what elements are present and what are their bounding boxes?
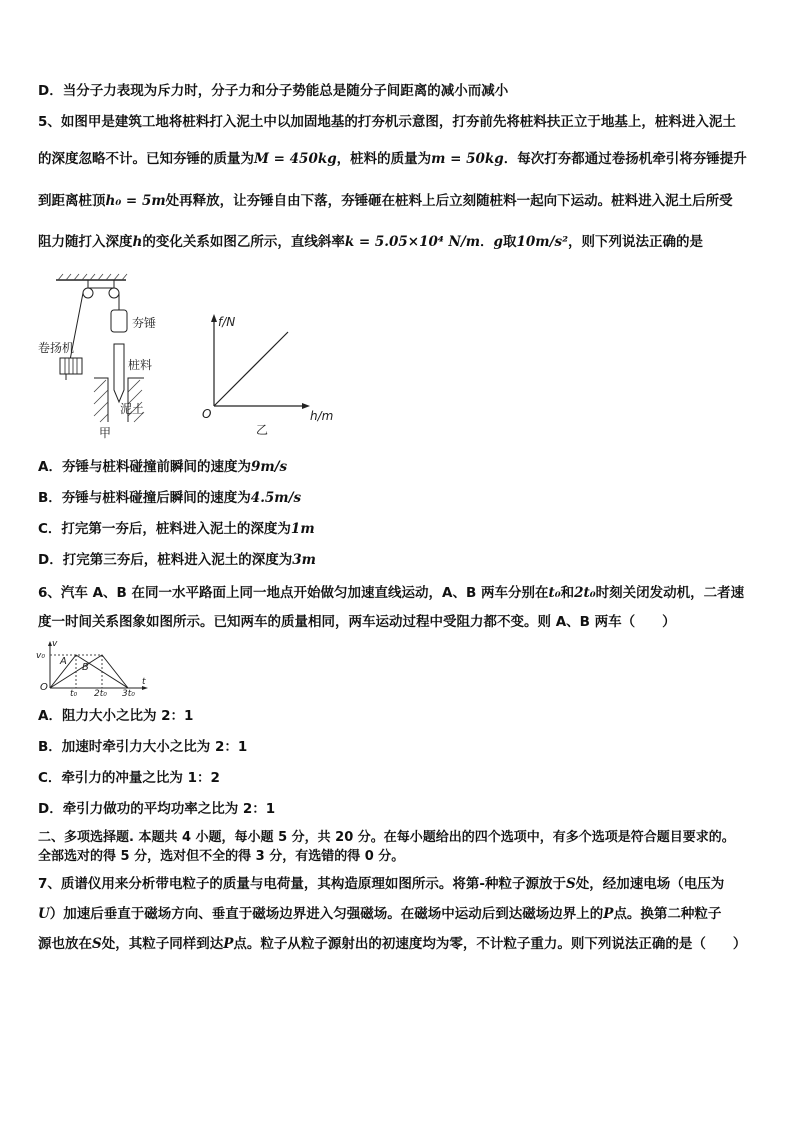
point-p: P [603,906,614,922]
winch-label: 卷扬机 [38,341,75,355]
mass-pile-expr: m = 50kg [431,151,504,167]
q6-text: 时刻关闭发动机，二者速 [595,585,745,601]
option-text: C．打完第一夯后，桩料进入泥土的深度为 [38,521,291,537]
time-t0: t₀ [548,585,561,601]
q7-stem-line1 [38,875,724,893]
section-2-scoring: 全部选对的得 5 分，选对但不全的得 3 分，有选错的得 0 分。 [38,849,405,864]
q7-text: 源也放在 [38,936,92,952]
q5-stem-line3 [38,192,733,210]
q5-option-b [38,489,301,507]
q5-text: ． [480,234,494,250]
q7-stem-line3 [38,935,746,953]
q7-stem-line2 [38,905,721,923]
q5-text: 的深度忽略不计。已知夯锤的质量为 [38,151,254,167]
option-value: 1m [290,521,315,537]
q6-option-c: C．牵引力的冲量之比为 1：2 [38,770,220,786]
q7-text: 处，其粒子同样到达 [101,936,224,952]
v0-label: v₀ [36,651,45,661]
time-2t0: 2t₀ [574,585,596,601]
ceiling-hatch [58,274,127,280]
pile-label: 桩料 [128,358,153,372]
option-value: 3m [292,552,316,568]
tick-2t0: 2t₀ [94,689,107,698]
option-text: D．打完第三夯后，桩料进入泥土的深度为 [38,552,293,568]
height-expr: h₀ = 5m [105,193,166,209]
q5-option-a [38,458,287,476]
q5-text: ，桩料的质量为 [336,151,432,167]
origin-label: O [40,682,48,693]
force-depth-line [214,332,288,406]
pile-driver-figure [36,272,186,444]
q5-text: ，则下列说法正确的是 [568,234,704,250]
origin-label: O [202,407,212,421]
gravity-symbol: g [493,234,503,250]
q7-text: 处，经加速电场（电压为 [575,876,725,892]
t-axis-label: t [142,677,146,687]
q5-option-d [38,551,316,569]
q6-text: 和 [560,585,575,601]
figure-caption-yi: 乙 [256,423,269,437]
y-axis-arrow [211,314,217,322]
q6-option-d: D．牵引力做功的平均功率之比为 2：1 [38,801,276,817]
q7-text: 7、质谱仪用来分析带电粒子的质量与电荷量，其构造原理如图所示。将第-种粒子源放于 [38,876,566,892]
depth-symbol: h [132,234,143,250]
q5-text: 取 [503,234,517,250]
slope-expr: k = 5.05×10⁴ N/m [344,234,481,250]
mass-hammer-expr: M = 450kg [254,151,337,167]
point-p: P [223,936,234,952]
pulley-wheel [83,288,93,298]
q4-option-d: D．当分子力表现为斥力时，分子力和分子势能总是随分子间距离的减小而减小 [38,83,509,99]
q5-text: 处再释放，让夯锤自由下落，夯锤砸在桩料上后立刻随桩料一起向下运动。桩料进入泥土后所受 [165,193,733,209]
y-axis-label: f/N [218,315,236,329]
q5-text: 的变化关系如图乙所示，直线斜率 [142,234,345,250]
option-text: B．夯锤与桩料碰撞后瞬间的速度为 [38,490,251,506]
winch-shape [60,358,82,374]
q6-option-a: A．阻力大小之比为 2：1 [38,708,194,724]
q5-stem-line4 [38,233,703,251]
tick-3t0: 3t₀ [122,689,135,698]
q7-text: ）加速后垂直于磁场方向、垂直于磁场边界进入匀强磁场。在磁场中运动后到达磁场边界上的 [49,906,604,922]
option-value: 4.5m/s [250,490,302,506]
q6-text: 6、汽车 A、B 在同一水平路面上同一地点开始做匀加速直线运动，A、B 两车分别在 [38,585,549,601]
option-value: 9m/s [250,459,288,475]
x-axis-arrow [302,403,310,409]
q5-text: ．每次打夯都通过卷扬机牵引将夯锤提升 [503,151,747,167]
gravity-value: 10m/s² [516,234,569,250]
label-a: A [60,656,67,667]
q6-option-b: B．加速时牵引力大小之比为 2：1 [38,739,248,755]
q6-stem-line1 [38,584,744,602]
tick-t0: t₀ [70,689,78,698]
q7-text: 点。粒子从粒子源射出的初速度均为零，不计粒子重力。则下列说法正确的是（ ） [233,936,747,952]
q5-text: 阻力随打入深度 [38,234,133,250]
figure-caption-jia: 甲 [99,426,112,440]
point-s: S [92,936,102,952]
q5-stem-line1: 5、如图甲是建筑工地将桩料打入泥土中以加固地基的打夯机示意图，打夯前先将桩料扶正立于地基上，桩料进入泥土 [38,114,736,130]
point-s: S [566,876,576,892]
pile-shape [114,344,124,402]
q5-stem-line2 [38,150,747,168]
hammer-label: 夯锤 [132,316,157,330]
x-axis-label: h/m [310,409,334,423]
section-2-instructions: 二、多项选择题. 本题共 4 小题，每小题 5 分，共 20 分。在每小题给出的四个选项中，有多个选项是符合题目要求的。 [38,830,735,845]
soil-label: 泥土 [120,402,145,416]
velocity-time-graph [36,640,156,698]
hammer-shape [111,310,127,332]
pulley-wheel [109,288,119,298]
q5-option-c [38,520,315,538]
v-axis-label: v [52,640,58,649]
q5-text: 到距离桩顶 [38,193,106,209]
force-depth-graph [196,310,346,438]
q7-text: 点。换第二种粒子 [613,906,722,922]
voltage-u: U [38,906,50,922]
option-text: A．夯锤与桩料碰撞前瞬间的速度为 [38,459,251,475]
q6-stem-line2: 度一时间关系图象如图所示。已知两车的质量相同，两车运动过程中受阻力都不变。则 A、B 两车（ ） [38,614,676,630]
label-b: B [82,662,89,673]
